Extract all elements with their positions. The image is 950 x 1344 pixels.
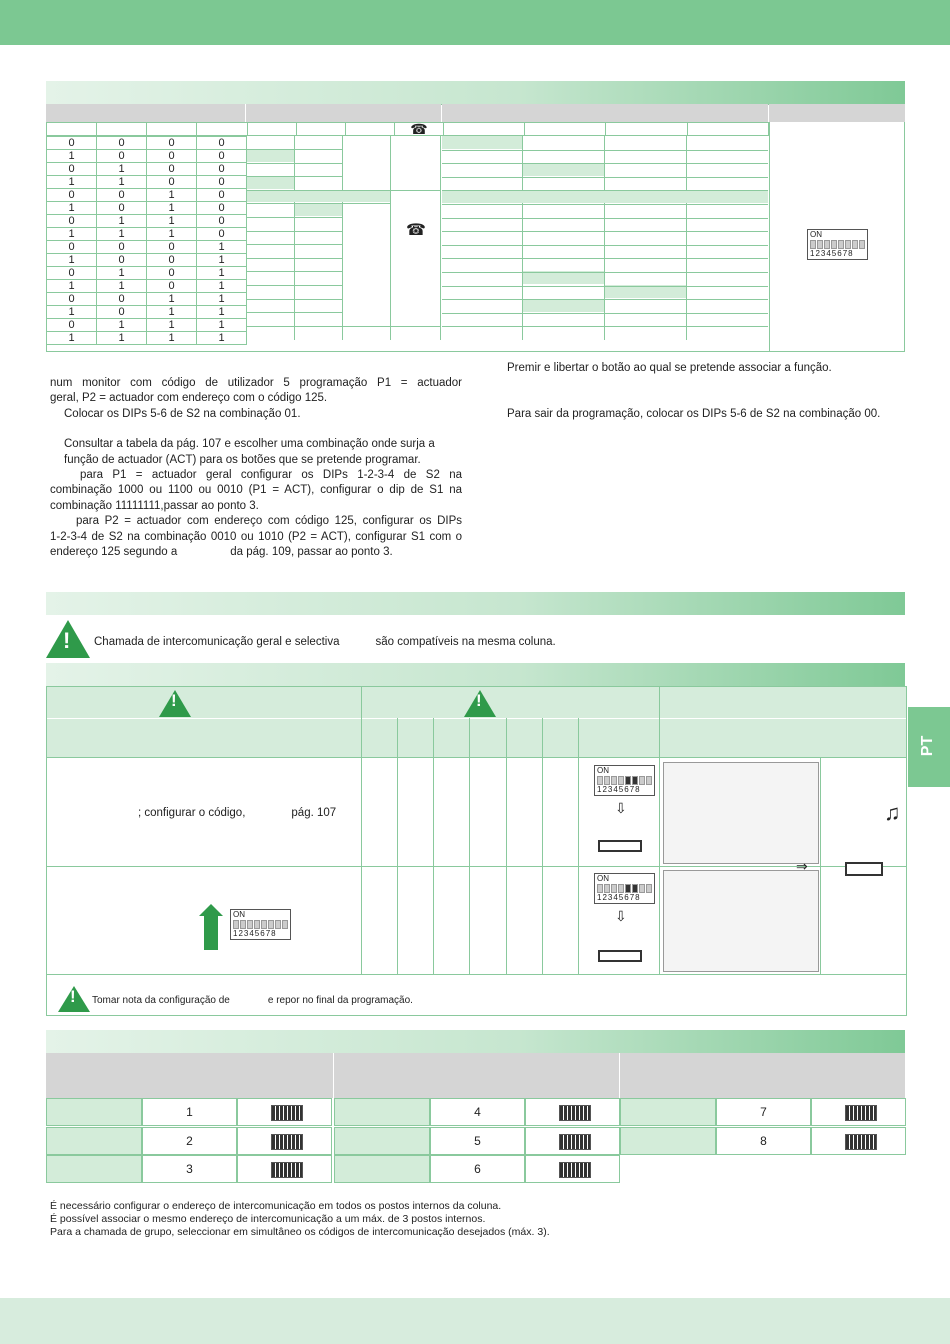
bottom-banner: [0, 1298, 950, 1344]
dip-switch-icon: [811, 1098, 906, 1126]
dip-value: 1: [97, 163, 147, 176]
intercom-code-number: 8: [716, 1127, 811, 1155]
col-group-header-functions: [442, 104, 768, 122]
dip-row: [47, 176, 247, 189]
section-header-intercom: [46, 592, 905, 615]
intercom-code-number: 3: [142, 1155, 237, 1183]
note-text: Tomar nota da configuração de e repor no final da programação.: [92, 995, 413, 1006]
dip-value: 0: [47, 267, 97, 280]
dip-value: 1: [47, 150, 97, 163]
dip-value: 0: [147, 137, 197, 150]
dip-row: [47, 293, 247, 306]
dip-value: 0: [197, 228, 247, 241]
dip-row: [47, 189, 247, 202]
dip-value: 1: [147, 319, 197, 332]
dip-value: 1: [197, 254, 247, 267]
dip-value: 0: [97, 189, 147, 202]
dip-row: [47, 306, 247, 319]
dip-switch-icon: [811, 1127, 906, 1155]
instruction-text-right-1: Premir e libertar o botão ao qual se pretende associar a função.: [507, 362, 832, 374]
dip-switch-s2-icon: ON 12345678: [594, 873, 655, 905]
instruction-text-right-2: Para sair da programação, colocar os DIPs 5-6 de S2 na combinação 00.: [507, 408, 881, 420]
dip-value: 0: [97, 202, 147, 215]
intercom-code-number: 7: [716, 1098, 811, 1126]
dip-value: 1: [197, 293, 247, 306]
dip-switch-icon: [525, 1127, 620, 1155]
dip-value: 1: [147, 215, 197, 228]
section-header-dip-table: [46, 81, 905, 104]
monitor-press-button-illustration: [663, 870, 819, 972]
dip-row: [47, 319, 247, 332]
dip-row: [47, 137, 247, 150]
dip-value: 0: [47, 319, 97, 332]
dip-value: 0: [197, 215, 247, 228]
dip-switch-s2-icon: ON 12345678: [594, 765, 655, 797]
dip-row: [47, 150, 247, 163]
dip-value: 1: [97, 267, 147, 280]
intercom-code-number: 4: [430, 1098, 525, 1126]
dip-row: [47, 332, 247, 345]
section-header-programming: [46, 663, 905, 686]
dip-value: 1: [47, 306, 97, 319]
music-note-icon: ♫: [884, 800, 901, 825]
dip-value: 0: [147, 267, 197, 280]
dip-value: 0: [47, 241, 97, 254]
dip-value: 1: [47, 202, 97, 215]
dip-value: 0: [97, 254, 147, 267]
dip-switch-icon: [525, 1098, 620, 1126]
dip-value: 1: [147, 306, 197, 319]
dip-value: 1: [197, 332, 247, 345]
handset-icon: ☎: [394, 123, 443, 136]
handset-icon: ☎: [406, 222, 426, 239]
top-banner: [0, 0, 950, 45]
dip-value: 1: [47, 176, 97, 189]
dip-value: 1: [147, 202, 197, 215]
dip-switch-icon: [525, 1155, 620, 1183]
dip-value: 0: [97, 293, 147, 306]
intercom-code-number: 6: [430, 1155, 525, 1183]
dip-value: 0: [147, 150, 197, 163]
dip-switch-s1-icon: ON 12345678: [807, 229, 868, 261]
footer-notes: É necessário configurar o endereço de intercomunicação em todos os postos internos da coluna. É possível associar o mesmo endereço de intercomunicação a um máx. de 3 postos internos. Para a chamada de grupo, seleccionar em simultâneo os códigos de intercomunicação desejados (máx. 3).: [50, 1200, 550, 1238]
dip-value: 0: [197, 189, 247, 202]
button-grid: [246, 136, 441, 340]
display-led-icon: [598, 840, 642, 852]
dip-value: 1: [47, 280, 97, 293]
dip-subheader-row: [46, 122, 769, 136]
dip-value: 1: [97, 332, 147, 345]
dip-value: 1: [47, 254, 97, 267]
dip-row: [47, 215, 247, 228]
dip-value: 0: [97, 241, 147, 254]
language-tab[interactable]: PT: [908, 707, 950, 787]
dip-value: 1: [147, 332, 197, 345]
dip-switch-icon: [237, 1155, 332, 1183]
dip-row: [47, 202, 247, 215]
dip-switch-icon: [237, 1098, 332, 1126]
dip-value: 0: [97, 137, 147, 150]
dip-value: 0: [97, 306, 147, 319]
instruction-text-left: num monitor com código de utilizador 5 programação P1 = actuador geral, P2 = actuador com endereço com o código 125. Colocar os DIPs 5-6 de S2 na combinação 01. Consultar a tabela da pág. 107 e escolher uma combinação onde surja a função de actuador (ACT) para os botões que se pretende programar. para P1 = actuador geral configurar os DIPs 1-2-3-4 de S2 na combinação 1000 ou 1100 ou 0010 (P1 = ACT), configurar o dip de S1 na combinação 11111111,passar ao ponto 3. para P2 = actuador com endereço com código 125, configurar os DIPs 1-2-3-4 de S2 na combinação 0010 ou 1010 (P2 = ACT), configurar S1 com o endereço 125 segundo a da pág. 109, passar ao ponto 3.: [50, 377, 462, 559]
arrow-up-icon: [204, 912, 218, 950]
dip-row: [47, 228, 247, 241]
dip-value: 1: [97, 176, 147, 189]
dip-value: 1: [147, 228, 197, 241]
dip-value: 0: [197, 137, 247, 150]
dip-value: 0: [147, 163, 197, 176]
dip-row: [47, 254, 247, 267]
dip-switch-icon: [237, 1127, 332, 1155]
display-led-icon: [845, 862, 883, 876]
dip-value: 0: [147, 280, 197, 293]
col-group-header-s1: [769, 104, 905, 122]
dip-value: 1: [147, 189, 197, 202]
section-header-intercom-codes: [46, 1030, 905, 1053]
function-grid-lines: [442, 136, 768, 340]
display-led-icon: [598, 950, 642, 962]
dip-value: 0: [47, 137, 97, 150]
col-group-header-buttons: [246, 104, 441, 122]
dip-value: 0: [147, 241, 197, 254]
dip-value: 0: [47, 215, 97, 228]
dip-switch-icon: ON 12345678: [230, 909, 291, 941]
dip-value: 0: [97, 150, 147, 163]
dip-value: 0: [147, 254, 197, 267]
dip-value: 0: [47, 189, 97, 202]
dip-row: [47, 163, 247, 176]
dip-value: 0: [147, 176, 197, 189]
step1-text: ; configurar o código, pág. 107: [138, 807, 337, 819]
dip-value: 0: [197, 176, 247, 189]
dip-row: [47, 280, 247, 293]
col-group-header-s2: [46, 104, 246, 122]
dip-value: 1: [197, 241, 247, 254]
dip-value: 1: [97, 215, 147, 228]
intercom-code-number: 1: [142, 1098, 237, 1126]
dip-row: [47, 241, 247, 254]
dip-value: 0: [197, 163, 247, 176]
dip-value: 1: [47, 332, 97, 345]
dip-value: 1: [147, 293, 197, 306]
dip-value: 1: [197, 319, 247, 332]
dip-value: 1: [197, 280, 247, 293]
monitor-press-button-illustration: [663, 762, 819, 864]
dip-value: 1: [97, 280, 147, 293]
intercom-code-number: 2: [142, 1127, 237, 1155]
dip-value: 1: [197, 306, 247, 319]
dip-value: 1: [97, 319, 147, 332]
dip-value: 0: [197, 202, 247, 215]
dip-row: [47, 267, 247, 280]
dip-value: 1: [197, 267, 247, 280]
dip-value: 1: [47, 228, 97, 241]
dip-value: 0: [197, 150, 247, 163]
dip-value: 0: [47, 163, 97, 176]
dip-combination-table: [46, 136, 247, 345]
intercom-code-number: 5: [430, 1127, 525, 1155]
dip-value: 0: [47, 293, 97, 306]
warning-text: Chamada de intercomunicação geral e selectiva são compatíveis na mesma coluna.: [94, 636, 556, 648]
dip-value: 1: [97, 228, 147, 241]
